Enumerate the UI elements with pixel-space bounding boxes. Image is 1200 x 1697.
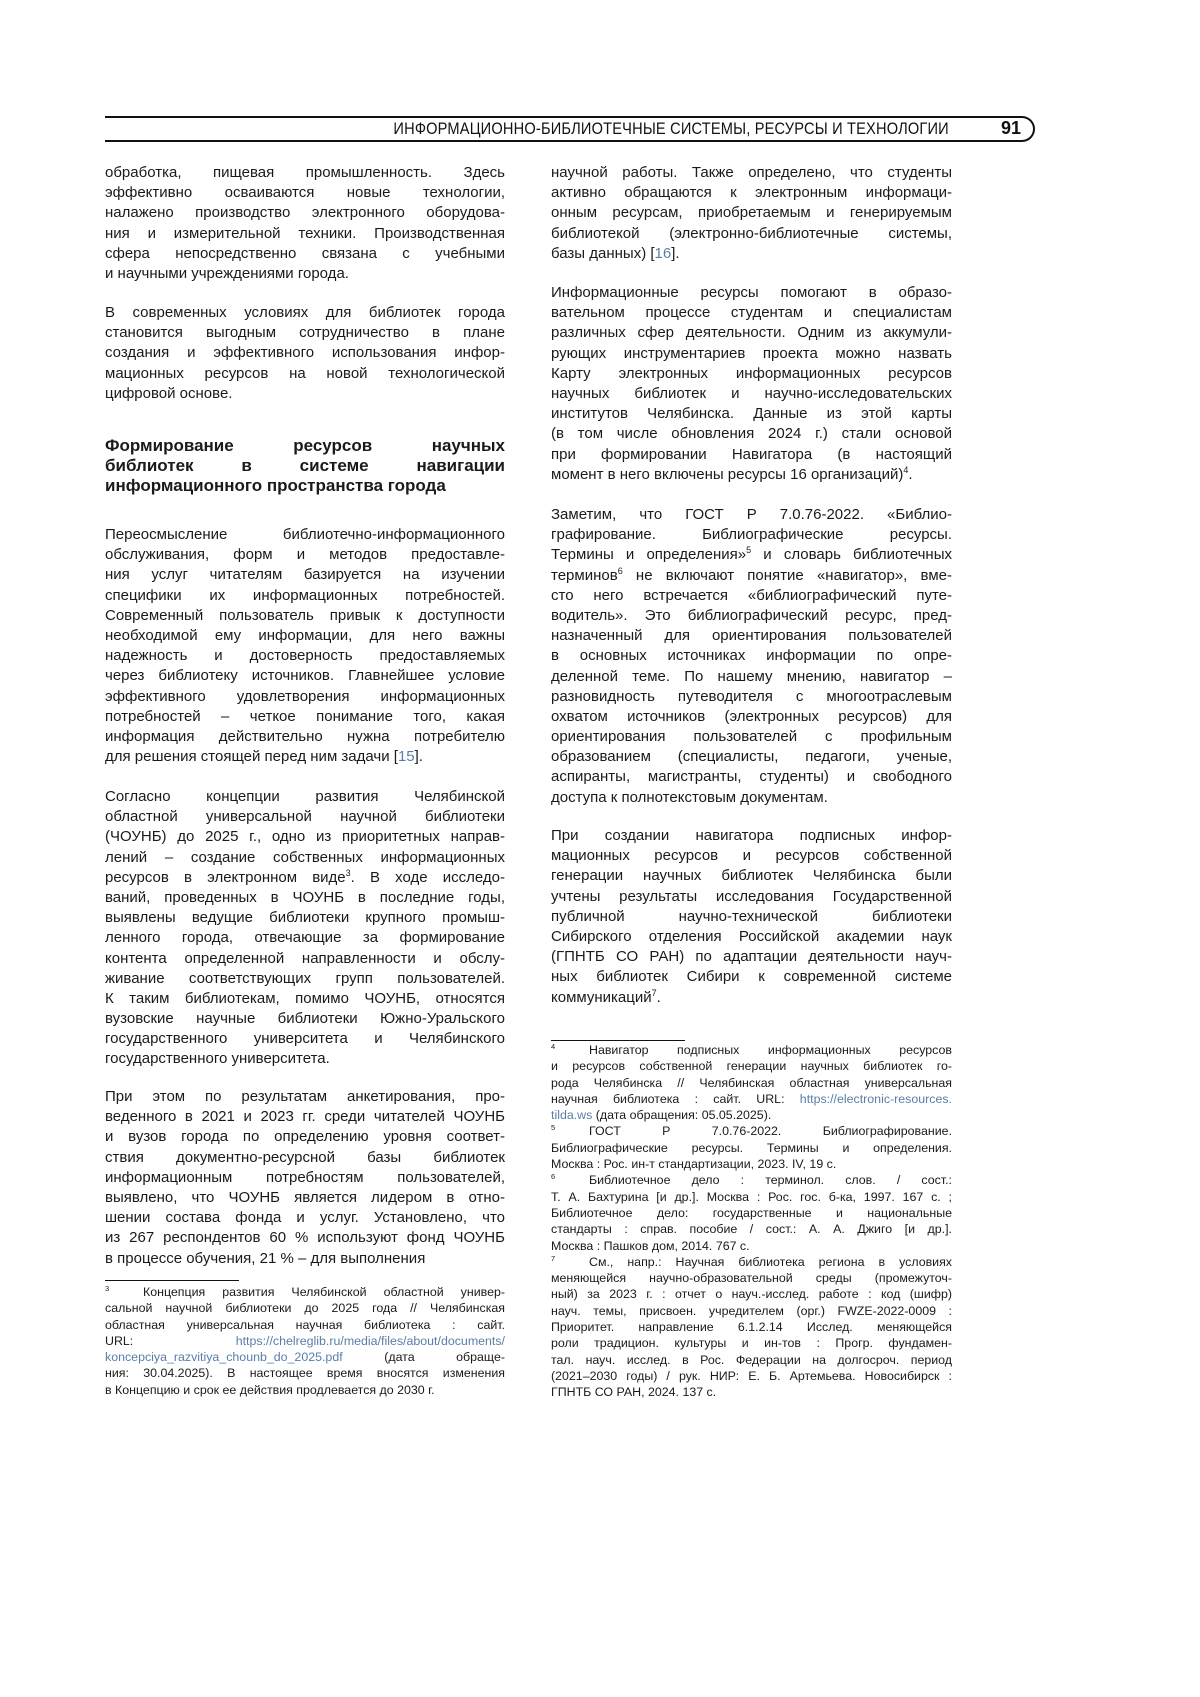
text-line: ГПНТБ СО РАН, 2024. 137 с. bbox=[551, 1384, 952, 1400]
text-line: информационного пространства города bbox=[105, 476, 505, 496]
footnote-4 bbox=[551, 1042, 952, 1123]
text-segment: См., напр.: Научная библиотека региона в условиях bbox=[589, 1255, 952, 1269]
text-line: ствия документно-ресурсной базы библиотек bbox=[105, 1148, 505, 1168]
paragraph bbox=[105, 1087, 505, 1269]
text-line bbox=[551, 465, 952, 485]
text-line: налажено производство электронного оборудова- bbox=[105, 203, 505, 223]
text-line: ный) за 2023 г. : отчет о науч.-исслед. работе : код (шифр) bbox=[551, 1286, 952, 1302]
text-line: мационных ресурсов на новой технологической bbox=[105, 364, 505, 384]
text-line: графирование. Библиографические ресурсы. bbox=[551, 525, 952, 545]
text-line: из 267 респондентов 60 % используют фонд ЧОУНБ bbox=[105, 1228, 505, 1248]
text-line: в Концепцию и срок ее действия продлевается до 2030 г. bbox=[105, 1382, 505, 1398]
paragraph bbox=[551, 163, 952, 264]
text-line: ния услуг читателям базируется на изучении bbox=[105, 565, 505, 585]
text-line: информационным потребностям пользователей, bbox=[105, 1168, 505, 1188]
footnote-ref[interactable]: 5 bbox=[746, 545, 751, 555]
section-title: ИНФОРМАЦИОННО-БИБЛИОТЕЧНЫЕ СИСТЕМЫ, РЕСУРСЫ И ТЕХНОЛОГИИ bbox=[394, 119, 949, 139]
text-line: меняющейся научно-образовательной среды (промежуточ- bbox=[551, 1270, 952, 1286]
text-line bbox=[551, 244, 952, 264]
text-line: (ГПНТБ СО РАН) по адаптации деятельности науч- bbox=[551, 947, 952, 967]
link[interactable]: tilda.ws bbox=[551, 1108, 592, 1122]
running-header bbox=[105, 116, 1035, 142]
text-line: становится выгодным сотрудничество в плане bbox=[105, 323, 505, 343]
footnote-3 bbox=[105, 1284, 505, 1398]
text-line: лений – создание собственных информационных bbox=[105, 848, 505, 868]
footnote-ref[interactable]: 4 bbox=[903, 465, 908, 475]
text-line: доступа к полнотекстовым документам. bbox=[551, 788, 952, 808]
text-segment: URL: bbox=[105, 1334, 236, 1348]
text-line: контента определенной направленности и обслу- bbox=[105, 949, 505, 969]
text-line: роли традицион. культуры и ин-тов : Прогр. фундамен- bbox=[551, 1335, 952, 1351]
text-line: ния: 30.04.2025). В настоящее время вносятся изменения bbox=[105, 1365, 505, 1381]
text-line: образованием (специалисты, педагоги, ученые, bbox=[551, 747, 952, 767]
text-segment: . bbox=[908, 466, 912, 483]
text-line: надежность и достоверность предоставляемых bbox=[105, 646, 505, 666]
text-line: (2021–2030 годы) / рук. НИР: Е. Б. Артемьева. Новосибирск : bbox=[551, 1368, 952, 1384]
text-line: Информационные ресурсы помогают в образо- bbox=[551, 283, 952, 303]
text-segment: момент в него включены ресурсы 16 организаций) bbox=[551, 466, 903, 483]
text-line: вательном процессе студентам и специалистам bbox=[551, 303, 952, 323]
text-segment: научная библиотека : сайт. URL: bbox=[551, 1092, 800, 1106]
text-line: вузовские научные библиотеки Южно-Уральского bbox=[105, 1009, 505, 1029]
text-line: веденного в 2021 и 2023 гг. среди читателей ЧОУНБ bbox=[105, 1107, 505, 1127]
text-line: стандарты : справ. пособие / сост.: А. А. Джиго [и др.]. bbox=[551, 1221, 952, 1237]
text-segment: . bbox=[657, 989, 661, 1006]
text-segment: . В ходе исследо- bbox=[351, 869, 505, 886]
text-line: Т. А. Бахтурина [и др.]. Москва : Рос. гос. б-ка, 1997. 167 с. ; bbox=[551, 1189, 952, 1205]
text-line: Переосмысление библиотечно-информационного bbox=[105, 525, 505, 545]
text-line: аспиранты, магистранты, студенты) и свободного bbox=[551, 767, 952, 787]
text-line: 3 Концепция развития Челябинской областной универ- bbox=[105, 1284, 505, 1300]
text-line: различных сфер деятельности. Одним из аккумули- bbox=[551, 323, 952, 343]
text-line: рующих инструментариев проекта можно назвать bbox=[551, 344, 952, 364]
paragraph bbox=[551, 283, 952, 485]
section-heading bbox=[105, 436, 505, 496]
text-line: сто него встречается «библиографический путе- bbox=[551, 586, 952, 606]
text-line: разновидность путеводителя с многоотраслевым bbox=[551, 687, 952, 707]
footnote-ref[interactable]: 6 bbox=[618, 566, 623, 576]
text-line: рода Челябинска // Челябинская областная универсальная bbox=[551, 1075, 952, 1091]
text-line: Москва : Пашков дом, 2014. 767 с. bbox=[551, 1238, 952, 1254]
footnote-ref[interactable]: 7 bbox=[652, 988, 657, 998]
text-line: обработка, пищевая промышленность. Здесь bbox=[105, 163, 505, 183]
footnote-divider bbox=[105, 1280, 239, 1281]
link[interactable]: https://chelreglib.ru/media/files/about/documents/ bbox=[236, 1334, 505, 1348]
text-line: выявлены ведущие библиотеки крупного промыш- bbox=[105, 908, 505, 928]
text-line: При этом по результатам анкетирования, про- bbox=[105, 1087, 505, 1107]
text-segment: Термины и определения» bbox=[551, 546, 746, 563]
text-line bbox=[105, 1349, 505, 1365]
text-line: Формирование ресурсов научных bbox=[105, 436, 505, 456]
text-line: Библиотечное дело: государственные и национальные bbox=[551, 1205, 952, 1221]
text-segment: ГОСТ Р 7.0.76-2022. Библиографирование. bbox=[589, 1124, 952, 1138]
text-line: и ресурсов собственной генерации научных библиотек го- bbox=[551, 1058, 952, 1074]
text-line: активно обращаются к электронным информаци- bbox=[551, 183, 952, 203]
text-segment: базы данных) [ bbox=[551, 245, 655, 262]
text-line: и вузов города по определению уровня соответ- bbox=[105, 1127, 505, 1147]
text-line: Заметим, что ГОСТ Р 7.0.76-2022. «Библио- bbox=[551, 505, 952, 525]
text-line: и научными учреждениями города. bbox=[105, 264, 505, 284]
text-segment: терминов bbox=[551, 567, 618, 584]
link[interactable]: https://electronic-resources. bbox=[800, 1092, 952, 1106]
footnote-ref[interactable]: 3 bbox=[346, 868, 351, 878]
text-segment: (дата обращения: 05.05.2025). bbox=[592, 1108, 771, 1122]
paragraph bbox=[105, 163, 505, 284]
text-line: сальной научной библиотеки до 2025 года // Челябинская bbox=[105, 1300, 505, 1316]
text-segment: ]. bbox=[671, 245, 679, 262]
text-line bbox=[551, 566, 952, 586]
text-line: живание соответствующих групп пользователей. bbox=[105, 969, 505, 989]
text-line: В современных условиях для библиотек города bbox=[105, 303, 505, 323]
text-line: областная универсальная научная библиотека : сайт. bbox=[105, 1317, 505, 1333]
text-line: Библиографические ресурсы. Термины и определения. bbox=[551, 1140, 952, 1156]
text-line: Современный пользователь привык к доступности bbox=[105, 606, 505, 626]
text-segment: ресурсов в электронном виде bbox=[105, 869, 346, 886]
footnote-divider bbox=[551, 1040, 685, 1041]
footnote-6 bbox=[551, 1172, 952, 1253]
link[interactable]: 15 bbox=[398, 748, 415, 765]
text-line: Согласно концепции развития Челябинской bbox=[105, 787, 505, 807]
text-line: тал. науч. исслед. в Рос. Федерации на долгосроч. период bbox=[551, 1352, 952, 1368]
text-line: эффективного удовлетворения информационных bbox=[105, 687, 505, 707]
text-line: (ЧОУНБ) до 2025 г., одно из приоритетных направ- bbox=[105, 827, 505, 847]
text-line: в процессе обучения, 21 % – для выполнения bbox=[105, 1249, 505, 1269]
text-segment: Навигатор подписных информационных ресурсов bbox=[589, 1043, 952, 1057]
text-line bbox=[551, 988, 952, 1008]
link[interactable]: 16 bbox=[655, 245, 672, 262]
text-line: охватом источников (электронных ресурсов) для bbox=[551, 707, 952, 727]
footnotes-4-7 bbox=[551, 1042, 952, 1401]
text-line: выявлено, что ЧОУНБ является лидером в отно- bbox=[105, 1188, 505, 1208]
text-segment: Концепция развития Челябинской областной универ- bbox=[143, 1285, 505, 1299]
text-line: в основных источниках информации по опре- bbox=[551, 646, 952, 666]
text-line: через библиотеку источников. Главнейшее условие bbox=[105, 666, 505, 686]
text-line: онным ресурсам, приобретаемым и генерируемым bbox=[551, 203, 952, 223]
text-line: ных библиотек Сибири к современной системе bbox=[551, 967, 952, 987]
text-line: учтены результаты исследования Государственной bbox=[551, 887, 952, 907]
text-line: потребностей – четкое понимание того, какая bbox=[105, 707, 505, 727]
text-line: ния и измерительной техники. Производственная bbox=[105, 224, 505, 244]
text-line: Москва : Рос. ин-т стандартизации, 2023. IV, 19 с. bbox=[551, 1156, 952, 1172]
text-line: шении состава фонда и услуг. Установлено, что bbox=[105, 1208, 505, 1228]
text-line: ваний, проведенных в ЧОУНБ в последние годы, bbox=[105, 888, 505, 908]
paragraph bbox=[551, 826, 952, 1008]
page-number: 91 bbox=[1001, 118, 1021, 139]
text-line: ориентирования пользователей с профильным bbox=[551, 727, 952, 747]
text-line: 5 ГОСТ Р 7.0.76-2022. Библиографирование. bbox=[551, 1123, 952, 1139]
text-line: эффективно осваиваются новые технологии, bbox=[105, 183, 505, 203]
text-line: специфики их информационных потребностей. bbox=[105, 586, 505, 606]
link[interactable]: koncepciya_razvitiya_chounb_do_2025.pdf bbox=[105, 1350, 343, 1364]
footnote-7 bbox=[551, 1254, 952, 1401]
paragraph bbox=[105, 303, 505, 404]
text-segment: и словарь библиотечных bbox=[751, 546, 952, 563]
text-line bbox=[105, 747, 505, 767]
text-line: водитель». Это библиографический ресурс, пред- bbox=[551, 606, 952, 626]
text-line: областной универсальной научной библиотеки bbox=[105, 807, 505, 827]
text-segment: для решения стоящей перед ним задачи [ bbox=[105, 748, 398, 765]
text-line bbox=[551, 1107, 952, 1123]
text-line: цифровой основе. bbox=[105, 384, 505, 404]
text-line: генерации научных библиотек Челябинска были bbox=[551, 866, 952, 886]
text-line bbox=[105, 1333, 505, 1349]
text-line: государственного университета. bbox=[105, 1049, 505, 1069]
text-line: Карту электронных информационных ресурсов bbox=[551, 364, 952, 384]
paragraph bbox=[551, 505, 952, 808]
text-segment: (дата обраще- bbox=[343, 1350, 505, 1364]
text-segment: ]. bbox=[415, 748, 423, 765]
text-line bbox=[105, 868, 505, 888]
text-line: При создании навигатора подписных инфор- bbox=[551, 826, 952, 846]
text-line: научных библиотек и научно-исследовательских bbox=[551, 384, 952, 404]
text-line: публичной научно-технической библиотеки bbox=[551, 907, 952, 927]
text-line: обслуживания, форм и методов предоставле- bbox=[105, 545, 505, 565]
text-line: при формировании Навигатора (в настоящий bbox=[551, 445, 952, 465]
text-segment: не включают понятие «навигатор», вме- bbox=[623, 567, 952, 584]
text-line bbox=[551, 1091, 952, 1107]
text-line: государственного университета и Челябинского bbox=[105, 1029, 505, 1049]
paragraph bbox=[105, 787, 505, 1070]
text-line: 4 Навигатор подписных информационных ресурсов bbox=[551, 1042, 952, 1058]
text-line: научной работы. Также определено, что студенты bbox=[551, 163, 952, 183]
text-segment: коммуникаций bbox=[551, 989, 652, 1006]
text-line: информация действительно нужна потребителю bbox=[105, 727, 505, 747]
paragraph bbox=[105, 525, 505, 767]
text-line: 7 См., напр.: Научная библиотека региона в условиях bbox=[551, 1254, 952, 1270]
text-line bbox=[551, 545, 952, 565]
text-line: ленного города, отвечающие за формирование bbox=[105, 928, 505, 948]
text-line: необходимой ему информации, для него важны bbox=[105, 626, 505, 646]
text-line: назначенный для ориентирования пользователей bbox=[551, 626, 952, 646]
text-line: библиотек в системе навигации bbox=[105, 456, 505, 476]
text-line: создания и эффективного использования инфор- bbox=[105, 343, 505, 363]
text-line: К таким библиотекам, помимо ЧОУНБ, относятся bbox=[105, 989, 505, 1009]
text-line: науч. темы, присвоен. учредителем (орг.) FWZE-2022-0009 : bbox=[551, 1303, 952, 1319]
text-line: библиотекой (электронно-библиотечные системы, bbox=[551, 224, 952, 244]
text-line: (в том числе обновления 2024 г.) стали основой bbox=[551, 424, 952, 444]
text-line: институтов Челябинска. Данные из этой карты bbox=[551, 404, 952, 424]
text-line: Сибирского отделения Российской академии наук bbox=[551, 927, 952, 947]
text-line: мационных ресурсов и ресурсов собственной bbox=[551, 846, 952, 866]
text-line: сфера непосредственно связана с учебными bbox=[105, 244, 505, 264]
text-line: Приоритет. направление 6.1.2.14 Исслед. меняющейся bbox=[551, 1319, 952, 1335]
footnote-5 bbox=[551, 1123, 952, 1172]
text-line: 6 Библиотечное дело : терминол. слов. / сост.: bbox=[551, 1172, 952, 1188]
text-segment: Библиотечное дело : терминол. слов. / сост.: bbox=[589, 1173, 952, 1187]
text-line: деленной теме. По нашему мнению, навигатор – bbox=[551, 667, 952, 687]
